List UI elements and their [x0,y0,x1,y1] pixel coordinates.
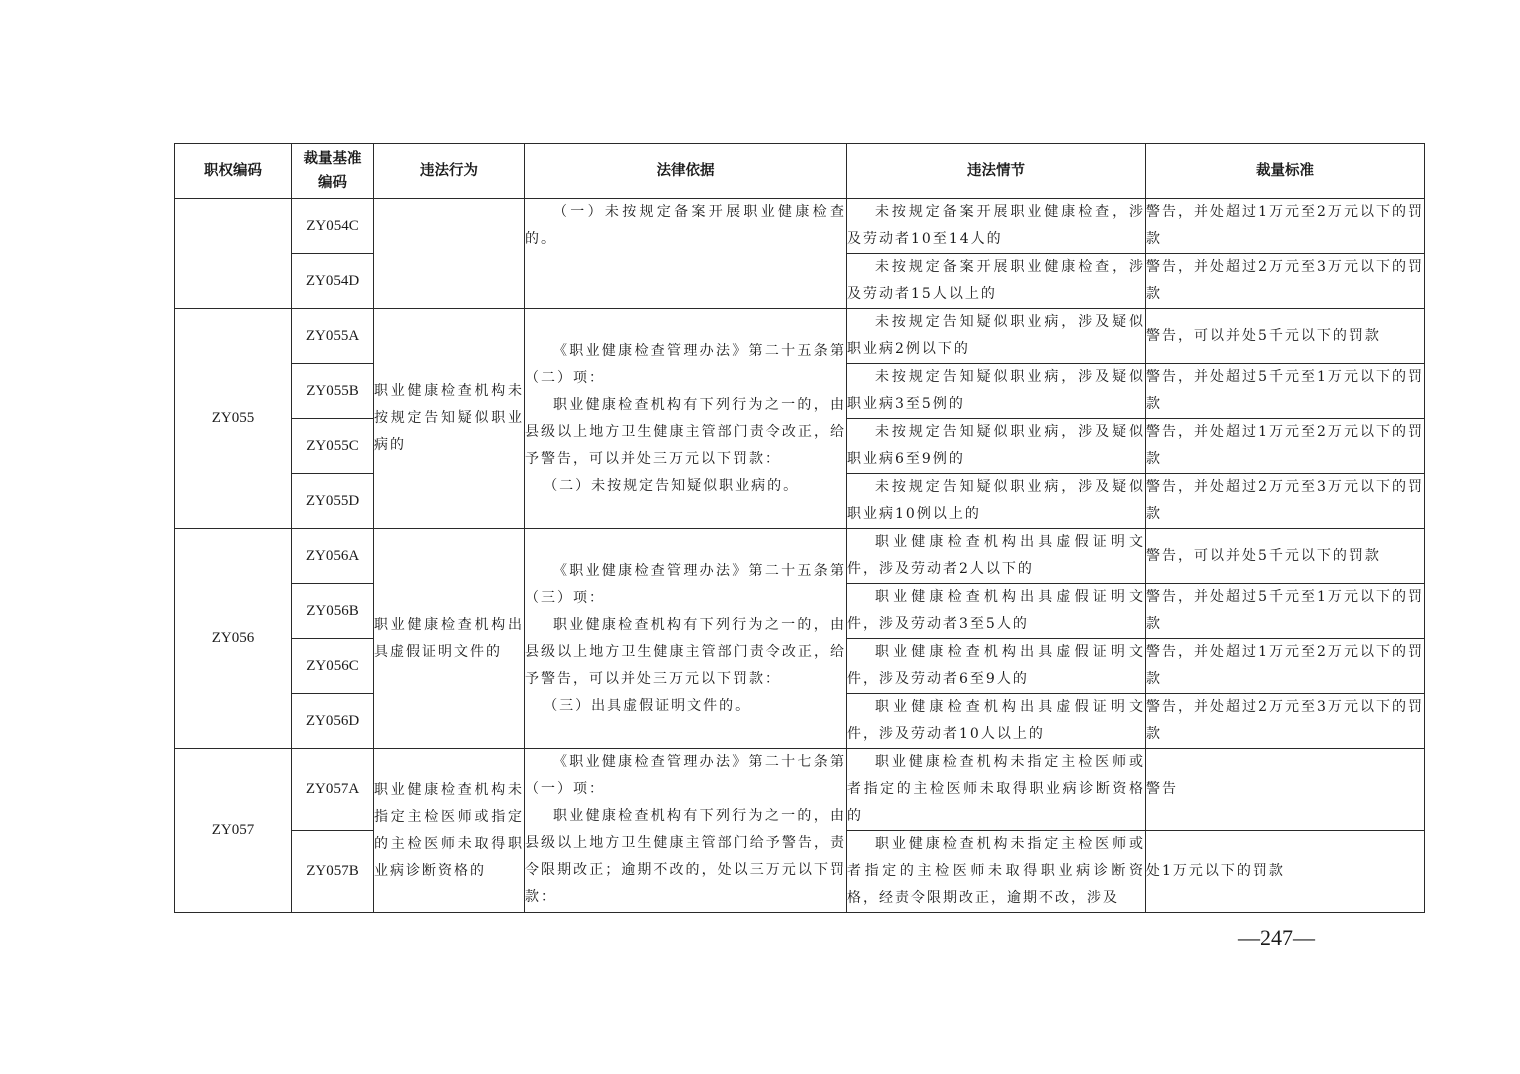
standard: 警告，并处超过1万元至2万元以下的罚款 [1146,199,1425,254]
authority-code: ZY057 [175,749,292,913]
table-row [175,309,1425,364]
discretion-code: ZY055D [292,474,374,529]
discretion-code: ZY055A [292,309,374,364]
circumstance: 职业健康检查机构出具虚假证明文件，涉及劳动者6至9人的 [847,639,1146,694]
header-discretion-code: 裁量基准 编码 [292,144,374,199]
standard: 警告 [1146,749,1425,831]
legal-basis: 《职业健康检查管理办法》第二十五条第（三）项： 职业健康检查机构有下列行为之一的，由县级以上地方卫生健康主管部门责令改正，给予警告，可以并处三万元以下罚款： （三）出具虚假证明文件的。 [525,529,847,749]
header-legal-basis: 法律依据 [525,144,847,199]
discretion-code: ZY056A [292,529,374,584]
standard: 警告，可以并处5千元以下的罚款 [1146,529,1425,584]
discretion-code: ZY055B [292,364,374,419]
violation-cell [374,199,525,309]
header-violation: 违法行为 [374,144,525,199]
authority-code: ZY055 [175,309,292,529]
violation-behavior: 职业健康检查机构出具虚假证明文件的 [374,529,525,749]
header-authority-code: 职权编码 [175,144,292,199]
legal-basis: 《职业健康检查管理办法》第二十七条第（一）项： 职业健康检查机构有下列行为之一的，由县级以上地方卫生健康主管部门给予警告，责令限期改正；逾期不改的，处以三万元以下罚款： [525,749,847,913]
table-row [175,529,1425,584]
circumstance: 未按规定备案开展职业健康检查，涉及劳动者15人以上的 [847,254,1146,309]
discretion-code: ZY054C [292,199,374,254]
discretion-code: ZY057A [292,749,374,831]
circumstance: 未按规定告知疑似职业病，涉及疑似职业病2例以下的 [847,309,1146,364]
discretion-code: ZY056D [292,694,374,749]
table-row [175,199,1425,254]
discretion-code: ZY057B [292,831,374,913]
discretion-code: ZY054D [292,254,374,309]
authority-code: ZY056 [175,529,292,749]
circumstance: 职业健康检查机构出具虚假证明文件，涉及劳动者2人以下的 [847,529,1146,584]
discretion-code: ZY056B [292,584,374,639]
page-number: —247— [1238,925,1315,950]
standard: 警告，并处超过2万元至3万元以下的罚款 [1146,694,1425,749]
circumstance: 职业健康检查机构出具虚假证明文件，涉及劳动者10人以上的 [847,694,1146,749]
standard: 警告，并处超过1万元至2万元以下的罚款 [1146,639,1425,694]
legal-basis: （一）未按规定备案开展职业健康检查的。 [525,199,847,309]
discretion-code: ZY055C [292,419,374,474]
authority-code-cell [175,199,292,309]
violation-behavior: 职业健康检查机构未指定主检医师或指定的主检医师未取得职业病诊断资格的 [374,749,525,913]
standard: 警告，并处超过5千元至1万元以下的罚款 [1146,364,1425,419]
circumstance: 未按规定备案开展职业健康检查，涉及劳动者10至14人的 [847,199,1146,254]
discretion-standard-table [174,143,1425,913]
standard: 警告，并处超过5千元至1万元以下的罚款 [1146,584,1425,639]
circumstance: 职业健康检查机构未指定主检医师或者指定的主检医师未取得职业病诊断资格的 [847,749,1146,831]
standard: 警告，并处超过2万元至3万元以下的罚款 [1146,254,1425,309]
standard: 警告，并处超过1万元至2万元以下的罚款 [1146,419,1425,474]
table-header-row [175,144,1425,199]
standard: 处1万元以下的罚款 [1146,831,1425,913]
table-row [175,749,1425,831]
circumstance: 未按规定告知疑似职业病，涉及疑似职业病3至5例的 [847,364,1146,419]
circumstance: 未按规定告知疑似职业病，涉及疑似职业病10例以上的 [847,474,1146,529]
circumstance: 职业健康检查机构未指定主检医师或者指定的主检医师未取得职业病诊断资格，经责令限期改正，逾期不改，涉及 [847,831,1146,913]
violation-behavior: 职业健康检查机构未按规定告知疑似职业病的 [374,309,525,529]
circumstance: 未按规定告知疑似职业病，涉及疑似职业病6至9例的 [847,419,1146,474]
header-circumstance: 违法情节 [847,144,1146,199]
standard: 警告，并处超过2万元至3万元以下的罚款 [1146,474,1425,529]
header-standard: 裁量标准 [1146,144,1425,199]
standard: 警告，可以并处5千元以下的罚款 [1146,309,1425,364]
discretion-code: ZY056C [292,639,374,694]
legal-basis: 《职业健康检查管理办法》第二十五条第（二）项： 职业健康检查机构有下列行为之一的，由县级以上地方卫生健康主管部门责令改正，给予警告，可以并处三万元以下罚款： （二）未按规定告知疑似职业病的。 [525,309,847,529]
circumstance: 职业健康检查机构出具虚假证明文件，涉及劳动者3至5人的 [847,584,1146,639]
